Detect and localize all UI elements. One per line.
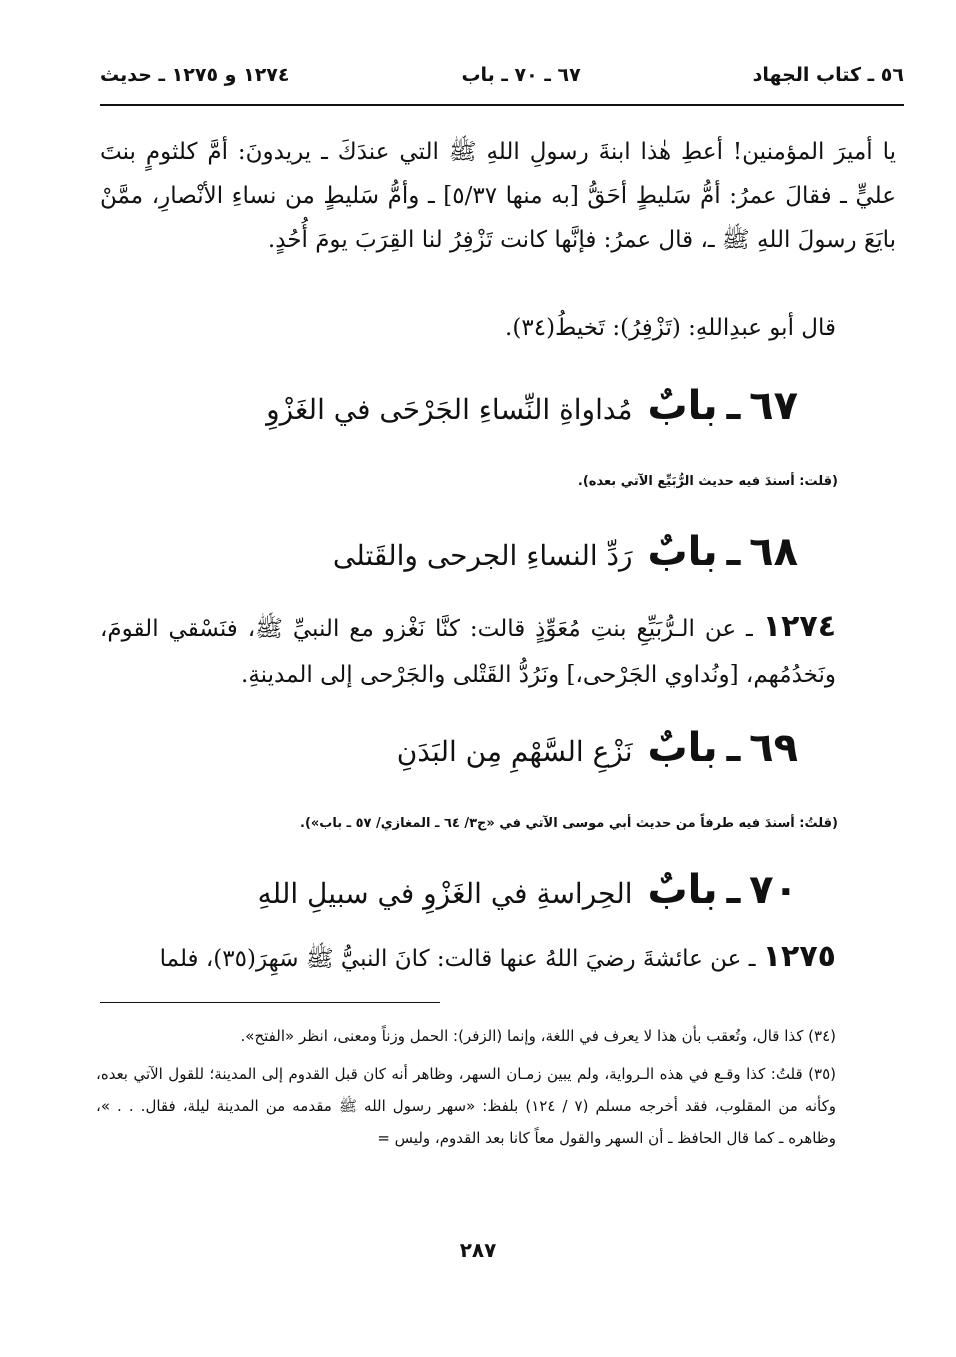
- chapter-word: بابٌ: [647, 529, 718, 575]
- hadith-number: ١٢٧٥: [762, 939, 836, 974]
- chapter-title: الحِراسةِ في الغَزْوِ في سبيلِ اللهِ: [257, 877, 633, 910]
- chapter-separator: ـ: [726, 867, 741, 913]
- chapter-heading-68: [333, 528, 798, 580]
- hadith-number: ١٢٧٤: [762, 609, 837, 644]
- editor-note-67: (قلت: أسندَ فيه حديث الرُّبَيِّع الآتي بعده).: [577, 474, 838, 489]
- chapter-heading-67: [266, 382, 798, 434]
- chapter-heading-69: [397, 724, 798, 776]
- header-chapter-range: ٦٧ ـ ٧٠ ـ باب: [461, 64, 581, 86]
- chapter-separator: ـ: [726, 529, 741, 575]
- hadith-1275: [100, 934, 836, 982]
- chapter-title: مُداواةِ النِّساءِ الجَرْحَى في الغَزْوِ: [266, 393, 633, 426]
- hadith-text: ـ عن الـرُّبَيِّعِ بنتِ مُعَوِّذٍ قالت: كنَّا نَغْزو مع النبيِّ ﷺ، فنَسْقي القومَ، ونَخدُمُهم، [ونُداوي الجَرْحى،] ونَرُدُّ القَتْلى والجَرْحى إلى المدينةِ.: [100, 616, 836, 688]
- running-header: [100, 58, 904, 92]
- hadith-1274: [100, 604, 836, 698]
- editor-note-69: (قلتُ: أسندَ فيه طرفاً من حديث أبي موسى الآتي في «ج٣/ ٦٤ ـ المغازي/ ٥٧ ـ باب»).: [300, 816, 838, 831]
- chapter-number: ٧٠: [749, 867, 798, 913]
- header-book-title: ٥٦ ـ كتاب الجهاد: [752, 64, 904, 86]
- author-comment: قال أبو عبدِاللهِ: (تَزْفِرُ): تَخيطُ(٣٤).: [505, 315, 836, 341]
- page-number: ٢٨٧: [459, 1238, 497, 1262]
- chapter-number: ٦٨: [749, 529, 798, 575]
- chapter-separator: ـ: [726, 725, 741, 771]
- chapter-number: ٦٧: [749, 383, 798, 429]
- chapter-heading-70: [258, 866, 798, 918]
- header-hadith-range: ١٢٧٤ و ١٢٧٥ ـ حديث: [100, 64, 290, 86]
- chapter-separator: ـ: [726, 383, 741, 429]
- footnotes: [96, 1020, 836, 1160]
- intro-paragraph: يا أميرَ المؤمنين! أعطِ هٰذا ابنةَ رسولِ اللهِ ﷺ التي عندَكَ ـ يريدونَ: أمَّ كلثومٍ بنتَ عليٍّ ـ فقالَ عمرُ: أمُّ سَليطٍ أحَقُّ [به منها ٥/٣٧] ـ وأمُّ سَليطٍ من نساءِ الأنْصارِ، ممَّنْ بايَعَ رسولَ اللهِ ﷺ ـ، قال عمرُ: فإنَّها كانت تَزْفِرُ لنا القِرَبَ يومَ أُحُدٍ.: [100, 139, 897, 253]
- chapter-title: نَزْعِ السَّهْمِ مِن البَدَنِ: [396, 735, 633, 768]
- footnote-35: (٣٥) قلتُ: كذا وقـع في هذه الـرواية، ولم يبين زمـان السهر، وظاهر أنه كان قبل القدوم إلى المدينة؛ للقول الآتي بعده، وكأنه من المقلوب، فقد أخرجه مسلم (٧ / ١٢٤) بلفظ: «سهر رسول الله ﷺ مقدمه من المدينة ليلة، فقال. . . »، وظاهره ـ كما قال الحافظ ـ أن السهر والقول معاً كانا بعد القدوم، وليس =: [96, 1065, 836, 1147]
- chapter-number: ٦٩: [749, 725, 798, 771]
- chapter-title: رَدِّ النساءِ الجرحى والقَتلى: [332, 539, 633, 572]
- chapter-word: بابٌ: [647, 383, 718, 429]
- footnote-34: (٣٤) كذا قال، وتُعقب بأن هذا لا يعرف في اللغة، وإنما (الزفر): الحمل وزناً ومعنى، انظر «الفتح».: [240, 1027, 836, 1045]
- header-divider: [100, 104, 904, 106]
- chapter-word: بابٌ: [647, 867, 718, 913]
- footnote-divider: [100, 1002, 440, 1003]
- chapter-word: بابٌ: [647, 725, 718, 771]
- hadith-text: ـ عن عائشةَ رضيَ اللهُ عنها قالت: كانَ النبيُّ ﷺ سَهِرَ(٣٥)، فلما: [159, 946, 756, 972]
